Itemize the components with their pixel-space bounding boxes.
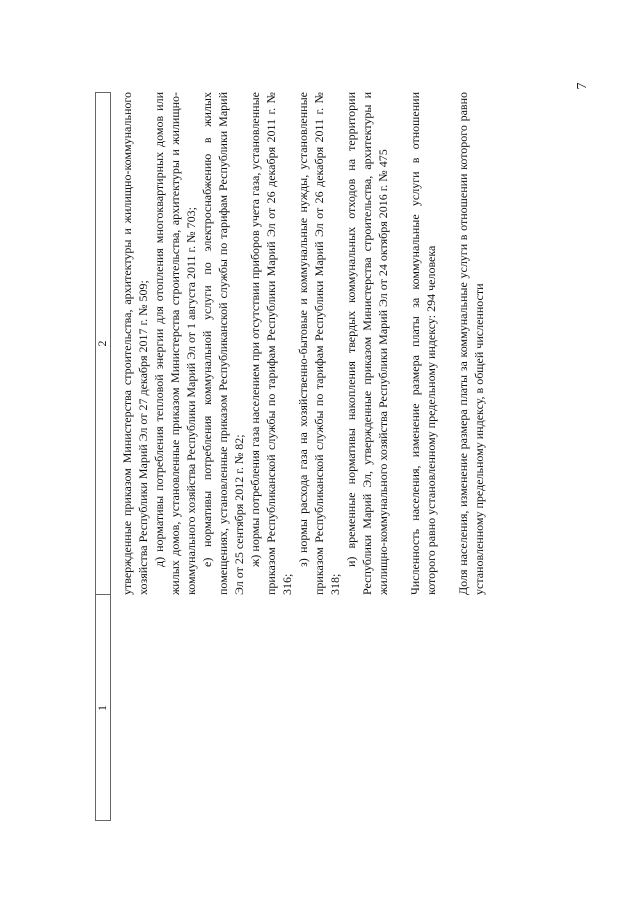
- paragraph: и) временные нормативы накопления твердых коммунальных отходов на территории Республики Марий Эл, утвержденные приказом Министерства строительства, архитектуры и жилищно-коммунального хозяйства Республики Марий Эл от 24 октября 2016 г. № 475: [344, 92, 390, 595]
- table-border-right: [95, 92, 110, 93]
- rotated-table-wrapper: [95, 92, 567, 821]
- paragraph: Доля населения, изменение размера платы за коммунальные услуги в отношении которого равно установленному предельному индексу, в общей численности: [456, 92, 486, 595]
- paragraph: д) нормативы потребления тепловой энергии для отопления многоквартирных домов или жилых домов, установленные приказом Министерства строительства, архитектуры и жилищно-коммунального хозяйства Республики Марий Эл от 1 августа 2011 г. № 703;: [152, 92, 198, 595]
- paragraph: Численность населения, изменение размера платы за коммунальные услуги в отношении которого равно установленному предельному индексу: 294 человека: [408, 92, 438, 595]
- page-number: 7: [575, 82, 590, 90]
- paragraph: е) нормативы потребления коммунальной услуги по электроснабжению в жилых помещениях, установленные приказом Республиканской службы по тарифам Республики Марий Эл от 25 сентября 2012 г. № 82;: [200, 92, 246, 595]
- column-header-2: 2: [95, 340, 109, 347]
- column-header-1: 1: [95, 705, 109, 711]
- paragraph: ж) нормы потребления газа населением при отсутствии приборов учета газа, установленные приказом Республиканской службы по тарифам Республики Марий Эл от 26 декабря 2011 г. № 316;: [248, 92, 294, 595]
- column-2-content: [119, 92, 487, 595]
- paragraph: з) нормы расхода газа на хозяйственно-бытовые и коммунальные нужды, установленные приказом Республиканской службы по тарифам Республики Марий Эл от 26 декабря 2011 г. № 318;: [296, 92, 342, 595]
- header-bottom-border: [110, 92, 111, 821]
- paragraph: утвержденные приказом Министерства строительства, архитектуры и жилищно-коммунального хозяйства Республики Марий Эл от 27 декабря 2017 г. № 509;: [120, 92, 150, 595]
- table: [95, 92, 567, 821]
- table-header-row: [95, 92, 110, 821]
- table-top-border: [95, 92, 96, 821]
